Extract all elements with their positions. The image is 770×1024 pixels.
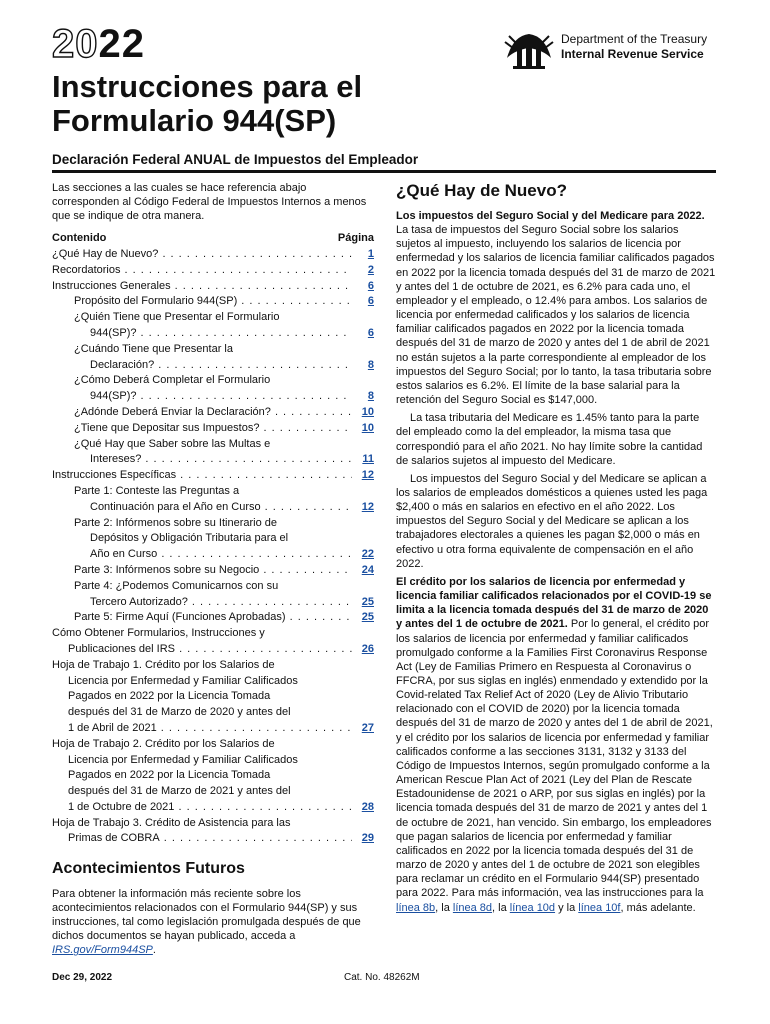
toc-entry[interactable] xyxy=(52,342,374,374)
toc-entry-title: Instrucciones Específicas . . . xyxy=(52,468,352,484)
toc-entry-title: 944(SP)? . . . xyxy=(90,389,352,405)
toc-entry[interactable] xyxy=(52,263,374,279)
page-subtitle: Declaración Federal ANUAL de Impuestos del Empleador xyxy=(52,152,419,167)
toc-entry-title: Continuación para el Año en Curso . . . xyxy=(90,500,352,516)
future-heading: Acontecimientos Futuros xyxy=(52,860,245,878)
toc-page-label: Página xyxy=(337,232,374,244)
toc-page-link[interactable]: 10 xyxy=(361,405,374,418)
toc-page-link[interactable]: 6 xyxy=(367,295,374,308)
line-10f-link[interactable]: línea 10f xyxy=(578,901,621,914)
toc-page-link[interactable]: 26 xyxy=(361,642,374,655)
toc-entry-title: 1 de Octubre de 2021 . . . xyxy=(68,800,352,816)
agency-name xyxy=(561,32,707,62)
toc-entry-line: Licencia por Enfermedad y Familiar Calificados xyxy=(68,753,298,766)
toc-entry-title: Instrucciones Generales . . . xyxy=(52,279,352,295)
toc-entry-line: ¿Cómo Deberá Completar el Formulario xyxy=(74,374,271,387)
p4-end: , más adelante. xyxy=(620,901,696,914)
toc-entry[interactable] xyxy=(52,279,374,295)
toc-contents-label: Contenido xyxy=(52,232,107,244)
toc-page-link[interactable]: 1 xyxy=(367,248,374,260)
future-end: . xyxy=(152,944,156,957)
toc-entry[interactable] xyxy=(52,468,374,484)
toc-entry-line: ¿Qué Hay que Saber sobre las Multas e xyxy=(74,437,271,450)
toc-entry-line: Cómo Obtener Formularios, Instrucciones y xyxy=(52,627,265,640)
toc-page-link[interactable]: 24 xyxy=(361,563,374,576)
toc-entry-line: ¿Quién Tiene que Presentar el Formulario xyxy=(74,311,280,324)
footer-catalog-number: Cat. No. 48262M xyxy=(344,972,420,983)
toc-page-link[interactable]: 22 xyxy=(361,548,374,561)
form-year xyxy=(52,22,145,66)
toc-entry-line: después del 31 de Marzo de 2021 y antes del xyxy=(68,785,291,798)
toc-entry-title: Año en Curso . . . xyxy=(90,547,352,563)
toc-entry-line: Licencia por Enfermedad y Familiar Calificados xyxy=(68,674,298,687)
whats-new-p2: La tasa tributaria del Medicare es 1.45% tanto para la parte del empleado como la del empleador, la misma tasa que correspondió para el año 2021. No hay límite sobre la cantidad de salarios sujetos al impuesto del Medicare. xyxy=(396,412,703,467)
whats-new-p3: Los impuestos del Seguro Social y del Medicare se aplican a los salarios de empleados domésticos a quienes usted les paga $2,400 o más en salarios en efectivo en el año 2022. Los impuestos del Seguro Social y del Medicare se aplican a los trabajadores electorales a quienes les pagan $2,000 o más en efectivo u otra forma equivalente de compensación en el año 2022. xyxy=(396,472,708,570)
toc-page-link[interactable]: 12 xyxy=(361,500,374,513)
dept-irs: Internal Revenue Service xyxy=(561,47,704,61)
right-column xyxy=(396,181,716,919)
toc-page-link[interactable]: 8 xyxy=(367,390,374,403)
toc-entry[interactable] xyxy=(52,421,374,437)
toc-entry-line: Parte 1: Conteste las Preguntas a xyxy=(74,484,240,497)
line-8d-link[interactable]: línea 8d xyxy=(452,901,493,914)
toc-page-link[interactable]: 25 xyxy=(361,611,374,624)
toc-header xyxy=(52,231,374,247)
future-text: Para obtener la información más reciente sobre los acontecimientos relacionados con el Formulario 944(SP) y sus instrucciones, tal como legislación promulgada después de que dichos documentos se hayan publicado, acceda a xyxy=(52,888,361,943)
toc-entry[interactable] xyxy=(52,373,374,405)
toc-entry-title: 944(SP)? . . . xyxy=(90,326,352,342)
toc-entry[interactable] xyxy=(52,610,374,626)
page-title xyxy=(52,70,492,138)
toc-page-link[interactable]: 10 xyxy=(361,421,374,434)
toc-entry-title: Propósito del Formulario 944(SP) . . . xyxy=(74,294,352,310)
year-bold: 22 xyxy=(98,22,145,66)
toc-page-link[interactable]: 11 xyxy=(362,453,374,466)
year-outline: 20 xyxy=(52,22,99,66)
future-body xyxy=(52,887,374,957)
toc-entry-line: Parte 2: Infórmenos sobre su Itinerario de xyxy=(74,516,277,529)
toc-page-link[interactable]: 2 xyxy=(367,263,374,276)
toc-page-link[interactable]: 6 xyxy=(367,279,374,292)
toc-entry[interactable] xyxy=(52,405,374,421)
p1-lead: Los impuestos del Seguro Social y del Medicare para 2022. xyxy=(396,210,705,222)
toc-entry-line: Parte 4: ¿Podemos Comunicarnos con su xyxy=(74,579,279,592)
toc-page-link[interactable]: 25 xyxy=(361,595,374,608)
toc-entry-title: Tercero Autorizado? . . . xyxy=(90,595,352,611)
toc-page-link[interactable]: 6 xyxy=(367,326,374,339)
toc-entry-title: 1 de Abril de 2021 . . . xyxy=(68,721,352,737)
toc-page-link[interactable]: 27 xyxy=(361,721,374,734)
toc-entry[interactable] xyxy=(52,737,374,816)
toc-entry-line: después del 31 de Marzo de 2020 y antes del xyxy=(68,706,291,719)
whats-new-p4 xyxy=(396,575,716,915)
toc-entry[interactable] xyxy=(52,310,374,342)
table-of-contents xyxy=(52,247,374,847)
toc-entry-line: Hoja de Trabajo 2. Crédito por los Salarios de xyxy=(52,737,275,750)
toc-entry[interactable] xyxy=(52,516,374,563)
toc-entry-title: Parte 3: Infórmenos sobre su Negocio . . . xyxy=(74,563,352,579)
toc-entry-title: Publicaciones del IRS . . . xyxy=(68,642,352,658)
toc-page-link[interactable]: 8 xyxy=(367,358,374,371)
toc-page-link[interactable]: 28 xyxy=(361,800,374,813)
toc-entry-line: Hoja de Trabajo 3. Crédito de Asistencia para las xyxy=(52,816,291,829)
toc-page-link[interactable]: 12 xyxy=(361,469,374,482)
toc-entry-line: Pagados en 2022 por la Licencia Tomada xyxy=(68,769,271,782)
toc-entry-title: ¿Adónde Deberá Enviar la Declaración? . . . xyxy=(74,405,352,421)
toc-entry[interactable] xyxy=(52,247,374,263)
intro-text: Las secciones a las cuales se hace referencia abajo corresponden al Código Federal de Impuestos Internos a menos que se indique de otra manera. xyxy=(52,182,367,222)
title-line-1: Instrucciones para el xyxy=(52,69,363,104)
toc-entry-line: Hoja de Trabajo 1. Crédito por los Salarios de xyxy=(52,658,275,671)
toc-entry[interactable] xyxy=(52,437,374,469)
toc-entry-title: Recordatorios . . . xyxy=(52,263,352,279)
sep-2: , la xyxy=(492,901,510,914)
toc-entry-title: Parte 5: Firme Aquí (Funciones Aprobadas) . . . xyxy=(74,610,352,626)
p1-text: La tasa de impuestos del Seguro Social sobre los salarios sujetos al impuesto, incluyendo los salarios de licencia por enfermedad y los salarios de licencia familiar calificados pagados en 2022 por la licencia tomada después del 31 de marzo de 2021 y antes del 1 de octubre de 2021, es 6.2% para cada uno, el empleador y el empleado, o 12.4% para ambos. Los salarios de licencia por enfermedad calificados y los salarios de licencia familiar calificados pagados en 2022 por la licencia tomada después del 31 de marzo de 2020 y antes del 1 de abril de 2021 no están sujetos a la parte correspondiente al empleador de los impuestos del Seguro Social; por lo tanto, la tasa tributaria sobre estos salarios es 6.2%. El límite de la base salarial para la retención del Seguro Social es $147,000. xyxy=(396,224,716,407)
toc-entry[interactable] xyxy=(52,816,374,848)
whats-new-heading: ¿Qué Hay de Nuevo? xyxy=(396,181,567,200)
line-8b-link[interactable]: línea 8b xyxy=(396,901,436,914)
toc-page-link[interactable]: 29 xyxy=(361,832,374,845)
line-10d-link[interactable]: línea 10d xyxy=(509,901,556,914)
toc-entry-title: ¿Qué Hay de Nuevo? . . . xyxy=(52,247,352,263)
toc-entry[interactable] xyxy=(52,484,374,516)
toc-entry[interactable] xyxy=(52,294,374,310)
toc-entry[interactable] xyxy=(52,658,374,737)
toc-entry-title: Declaración? . . . xyxy=(90,358,352,374)
toc-entry-line: Pagados en 2022 por la Licencia Tomada xyxy=(68,690,271,703)
toc-entry-title: ¿Tiene que Depositar sus Impuestos? . . . xyxy=(74,421,352,437)
footer-date: Dec 29, 2022 xyxy=(52,972,113,983)
p4-text: Por lo general, el crédito por los salarios de licencia por enfermedad y familiar calificados promulgado conforme a la Families First Coronavirus Response Act (Ley de Familias Primero en Respuesta al Coronavirus o FFCRA, por sus siglas en inglés) enmendado y extendido por la Covid-related Tax Relief Act of 2020 (Ley de Alivio Tributario relacionado con el COVID de 2020) por la licencia tomada después del 31 de marzo de 2020 y antes del 1 de abril de 2021, y el crédito por los salarios de licencia por enfermedad y familiar calificados conforme a las secciones 3131, 3132 y 3133 del Código de Impuestos Internos, según promulgado conforme a la American Rescue Plan Act of 2021 (Ley del Plan de Rescate Estadounidense de 2021 o ARP, por sus siglas en inglés) por la licencia tomada después del 31 de marzo de 2021 y antes del 1 de octubre de 2021, han vencido. Sin embargo, los empleadores que pagan salarios de licencia por enfermedad y familiar calificados en 2022 por la licencia tomada después del 31 de marzo de 2020 y antes del 1 de octubre de 2021 son elegibles para reclamar un crédito en el Formulario 944(SP) presentado para 2022. Para más información, vea las instrucciones para la xyxy=(396,618,713,900)
irs-eagle-logo-icon xyxy=(503,28,555,72)
irs-form944sp-link[interactable]: IRS.gov/Form944SP xyxy=(52,944,153,957)
toc-entry[interactable] xyxy=(52,626,374,658)
divider xyxy=(52,170,716,173)
toc-entry[interactable] xyxy=(52,563,374,579)
toc-entry-line: ¿Cuándo Tiene que Presentar la xyxy=(74,342,233,355)
toc-entry-line: Depósitos y Obligación Tributaria para el xyxy=(90,532,289,545)
toc-entry[interactable] xyxy=(52,579,374,611)
sep-1: , la xyxy=(435,901,453,914)
sep-3: y la xyxy=(555,901,579,914)
dept-treasury: Department of the Treasury xyxy=(561,32,708,46)
whats-new-p1 xyxy=(396,209,716,407)
p4-lead: El crédito por los salarios de licencia por enfermedad y licencia familiar calificados relacionados por el COVID-19 se limita a la licencia tomada después del 31 de marzo de 2020 y antes del 1 de octubre de 2021. xyxy=(396,575,712,631)
left-column xyxy=(52,181,374,957)
toc-entry-title: Intereses? . . . xyxy=(90,452,352,468)
toc-entry-title: Primas de COBRA . . . xyxy=(68,831,352,847)
title-line-2: Formulario 944(SP) xyxy=(52,103,337,138)
